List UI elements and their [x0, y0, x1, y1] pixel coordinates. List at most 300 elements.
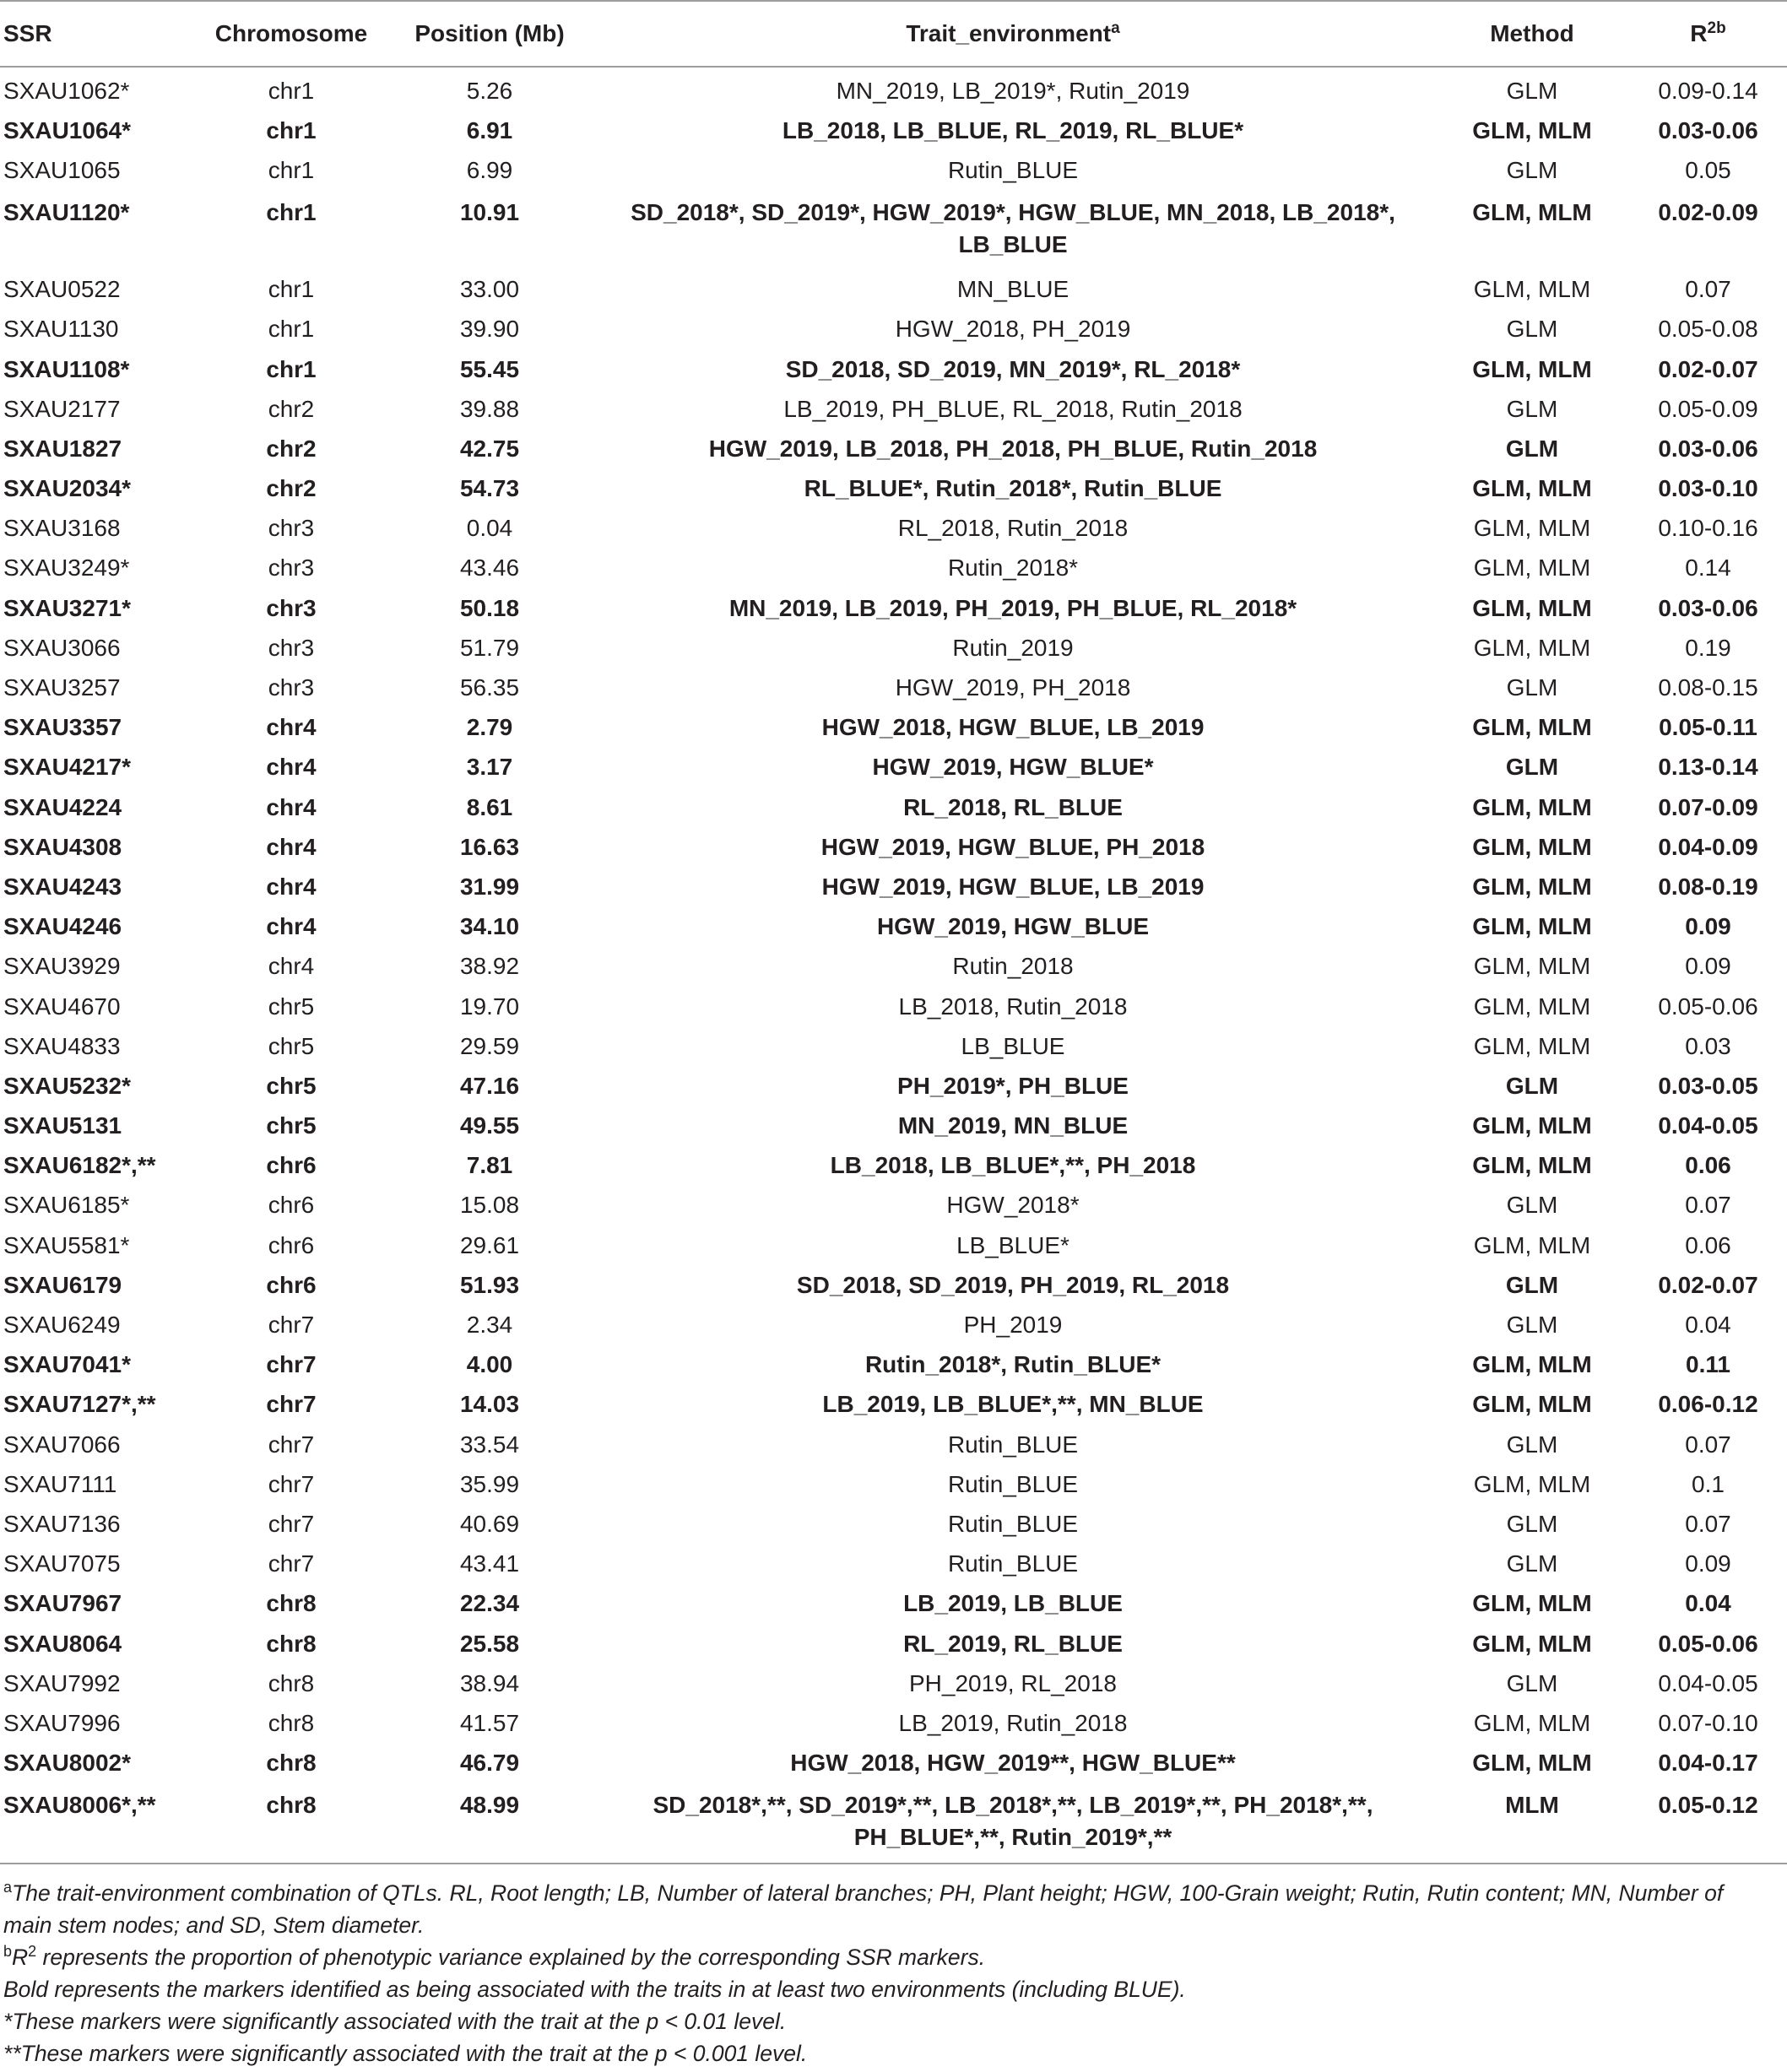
cell-chromosome: chr5: [268, 1032, 315, 1059]
cell-ssr: SXAU8006*,**: [0, 1783, 194, 1864]
cell-position: 14.03: [459, 1391, 520, 1418]
cell-r2: 0.09-0.14: [1658, 77, 1758, 104]
cell-trait-environment: Rutin_2018*: [947, 555, 1079, 582]
cell-chromosome: chr7: [266, 1391, 317, 1418]
cell-position: 49.55: [459, 1112, 520, 1139]
cell-trait-environment: RL_2018, RL_BLUE: [903, 793, 1123, 820]
cell-method: GLM, MLM: [1472, 873, 1592, 900]
cell-r2: 0.04: [1685, 1312, 1731, 1339]
table-row: [0, 1146, 1787, 1186]
cell-position: 2.79: [466, 714, 513, 741]
footnote-a: [3, 1877, 1776, 1941]
cell-r2: 0.09: [1685, 1550, 1731, 1577]
table-row: [0, 310, 1787, 349]
cell-chromosome: chr3: [268, 634, 315, 661]
cell-trait-environment: RL_2018, Rutin_2018: [897, 515, 1129, 542]
table-row: [0, 827, 1787, 867]
cell-position: 25.58: [459, 1630, 520, 1657]
cell-chromosome: chr5: [266, 1072, 317, 1099]
cell-trait-environment: HGW_2018, HGW_2019**, HGW_BLUE**: [790, 1750, 1236, 1777]
cell-position: 2.34: [466, 1312, 513, 1339]
cell-chromosome: chr4: [268, 953, 315, 980]
cell-chromosome: chr8: [268, 1709, 315, 1736]
table-row: [0, 150, 1787, 190]
header-method: Method: [1435, 1, 1629, 67]
footnote-a-text: The trait-environment combination of QTLs. RL, Root length; LB, Number of lateral branches; PH, Plant height; HGW, 100-Grain weight; Rutin, Rutin content; MN, Number of main stem nodes; and SD, Stem diameter.: [3, 1880, 1724, 1938]
cell-position: 35.99: [459, 1470, 520, 1497]
cell-position: 3.17: [466, 754, 513, 781]
cell-position: 8.61: [466, 793, 513, 820]
table-row: [0, 389, 1787, 429]
cell-trait-environment: SD_2018*,**, SD_2019*,**, LB_2018*,**, LB_2019*,**, PH_2018*,**, PH_BLUE*,**, Rutin_2019*,**: [591, 1783, 1435, 1864]
cell-ssr: SXAU8064: [3, 1630, 122, 1657]
table-row: [0, 1464, 1787, 1504]
table-row: [0, 708, 1787, 748]
cell-method: GLM: [1506, 1669, 1558, 1696]
cell-chromosome: chr1: [266, 198, 317, 225]
cell-trait-environment: HGW_2019, HGW_BLUE*: [872, 754, 1154, 781]
cell-r2: 0.06: [1685, 1152, 1731, 1179]
header-r2: [1629, 1, 1787, 67]
cell-r2: 0.03-0.05: [1658, 1072, 1758, 1099]
cell-method: GLM: [1506, 1312, 1558, 1339]
cell-chromosome: chr4: [266, 833, 317, 860]
cell-r2: 0.04-0.05: [1658, 1669, 1758, 1696]
cell-ssr: SXAU4224: [3, 793, 122, 820]
cell-method: GLM: [1506, 77, 1558, 104]
cell-trait-environment: SD_2018*, SD_2019*, HGW_2019*, HGW_BLUE, MN_2018, LB_2018*, LB_BLUE: [631, 198, 1395, 257]
cell-r2: 0.02-0.07: [1658, 1271, 1758, 1298]
cell-r2: 0.04-0.05: [1658, 1112, 1758, 1139]
cell-method: GLM, MLM: [1472, 1351, 1592, 1378]
cell-chromosome: chr7: [266, 1351, 317, 1378]
cell-position: 43.41: [459, 1550, 520, 1577]
cell-r2: 0.03: [1685, 1032, 1731, 1059]
table-row: [0, 1066, 1787, 1106]
cell-position: 34.10: [459, 913, 520, 940]
table-row: [0, 429, 1787, 468]
cell-r2: 0.04-0.09: [1658, 833, 1758, 860]
cell-method: GLM, MLM: [1472, 355, 1592, 382]
cell-chromosome: chr2: [266, 475, 317, 502]
cell-chromosome: chr5: [266, 1112, 317, 1139]
cell-chromosome: chr6: [266, 1152, 317, 1179]
cell-chromosome: chr3: [268, 555, 315, 582]
cell-trait-environment: Rutin_BLUE: [947, 1470, 1079, 1497]
cell-position: 6.91: [466, 116, 513, 143]
cell-position: 15.08: [459, 1192, 520, 1219]
cell-method: GLM, MLM: [1472, 833, 1592, 860]
cell-chromosome: chr7: [268, 1550, 315, 1577]
cell-trait-environment: RL_2019, RL_BLUE: [903, 1630, 1123, 1657]
cell-chromosome: chr8: [266, 1630, 317, 1657]
cell-ssr: SXAU0522: [3, 276, 121, 303]
table-row: [0, 867, 1787, 906]
cell-trait-environment: MN_BLUE: [956, 276, 1069, 303]
cell-r2: 0.06: [1685, 1231, 1731, 1258]
cell-method: GLM: [1506, 156, 1558, 183]
cell-r2: 0.07: [1685, 1431, 1731, 1458]
cell-ssr: SXAU1108*: [3, 355, 130, 382]
cell-method: GLM, MLM: [1472, 475, 1592, 502]
cell-ssr: SXAU5232*: [3, 1072, 131, 1099]
cell-method: GLM: [1506, 1192, 1558, 1219]
cell-r2: 0.08-0.19: [1658, 873, 1758, 900]
cell-trait-environment: LB_2019, Rutin_2018: [898, 1709, 1128, 1736]
table-row: [0, 1425, 1787, 1464]
cell-position: 22.34: [459, 1590, 520, 1617]
table-body: [0, 67, 1787, 1864]
cell-ssr: SXAU6182*,**: [3, 1152, 156, 1179]
cell-ssr: SXAU1064*: [3, 116, 131, 143]
cell-position: 41.57: [459, 1709, 520, 1736]
cell-trait-environment: LB_2019, PH_BLUE, RL_2018, Rutin_2018: [783, 395, 1243, 422]
cell-r2: 0.02-0.09: [1658, 198, 1758, 225]
header-trait-label: Trait_environment: [906, 20, 1112, 46]
cell-ssr: SXAU7996: [3, 1709, 121, 1736]
cell-method: GLM, MLM: [1473, 1231, 1591, 1258]
cell-chromosome: chr4: [266, 793, 317, 820]
cell-method: GLM, MLM: [1473, 276, 1591, 303]
cell-position: 47.16: [459, 1072, 520, 1099]
cell-ssr: SXAU7075: [3, 1550, 121, 1577]
cell-chromosome: chr7: [268, 1510, 315, 1537]
cell-position: 39.88: [459, 395, 520, 422]
cell-chromosome: chr1: [268, 156, 315, 183]
cell-r2: 0.03-0.06: [1658, 594, 1758, 621]
cell-ssr: SXAU1065: [3, 156, 121, 183]
cell-r2: 0.10-0.16: [1658, 515, 1758, 542]
cell-position: 38.92: [459, 953, 520, 980]
cell-r2: 0.09: [1685, 913, 1731, 940]
cell-trait-environment: SD_2018, SD_2019, MN_2019*, RL_2018*: [785, 355, 1241, 382]
cell-trait-environment: HGW_2019, LB_2018, PH_2018, PH_BLUE, Rutin_2018: [708, 435, 1318, 462]
cell-r2: 0.05-0.06: [1658, 1630, 1758, 1657]
cell-ssr: SXAU5131: [3, 1112, 122, 1139]
footnote-star: *These markers were significantly associated with the trait at the p < 0.01 level.: [3, 2009, 787, 2034]
cell-chromosome: chr2: [268, 395, 315, 422]
table-row: [0, 748, 1787, 787]
cell-r2: 0.05-0.09: [1658, 395, 1758, 422]
table-row: [0, 947, 1787, 987]
cell-chromosome: chr4: [266, 913, 317, 940]
cell-ssr: SXAU1130: [3, 316, 119, 343]
cell-method: GLM, MLM: [1472, 1391, 1592, 1418]
cell-trait-environment: Rutin_BLUE: [947, 156, 1079, 183]
cell-ssr: SXAU7992: [3, 1669, 121, 1696]
cell-position: 29.61: [459, 1231, 520, 1258]
cell-method: GLM, MLM: [1472, 1590, 1592, 1617]
cell-position: 56.35: [459, 674, 520, 701]
cell-ssr: SXAU6179: [3, 1271, 122, 1298]
cell-ssr: SXAU3066: [3, 634, 121, 661]
table-row: [0, 509, 1787, 549]
cell-ssr: SXAU6249: [3, 1312, 121, 1339]
cell-method: GLM, MLM: [1472, 116, 1592, 143]
cell-trait-environment: RL_BLUE*, Rutin_2018*, Rutin_BLUE: [804, 475, 1222, 502]
cell-method: GLM: [1506, 395, 1558, 422]
cell-r2: 0.14: [1685, 555, 1731, 582]
cell-position: 19.70: [459, 993, 520, 1020]
cell-position: 33.00: [459, 276, 520, 303]
cell-r2: 0.06-0.12: [1658, 1391, 1758, 1418]
cell-chromosome: chr7: [268, 1312, 315, 1339]
cell-chromosome: chr8: [266, 1750, 317, 1777]
cell-trait-environment: HGW_2018*: [946, 1192, 1080, 1219]
cell-r2: 0.05-0.12: [1629, 1783, 1787, 1864]
cell-r2: 0.07: [1685, 276, 1731, 303]
cell-r2: 0.02-0.07: [1658, 355, 1758, 382]
cell-chromosome: chr3: [268, 515, 315, 542]
cell-position: 16.63: [459, 833, 520, 860]
cell-trait-environment: Rutin_BLUE: [947, 1431, 1079, 1458]
cell-position: 4.00: [466, 1351, 513, 1378]
cell-method: GLM, MLM: [1473, 555, 1591, 582]
cell-position: 54.73: [459, 475, 520, 502]
cell-chromosome: chr8: [266, 1590, 317, 1617]
cell-trait-environment: Rutin_2018: [952, 953, 1074, 980]
cell-ssr: SXAU3271*: [3, 594, 131, 621]
cell-chromosome: chr1: [266, 355, 317, 382]
cell-method: GLM, MLM: [1473, 993, 1591, 1020]
cell-position: 43.46: [459, 555, 520, 582]
cell-position: 29.59: [459, 1032, 520, 1059]
table-row: [0, 469, 1787, 509]
cell-method: GLM, MLM: [1472, 1112, 1592, 1139]
cell-method: GLM: [1506, 316, 1558, 343]
footnote-b-r: R: [12, 1945, 29, 1970]
cell-trait-environment: HGW_2018, PH_2019: [895, 316, 1131, 343]
cell-ssr: SXAU4217*: [3, 754, 131, 781]
table-row: [0, 1783, 1787, 1864]
table-row: [0, 1545, 1787, 1584]
cell-r2: 0.09: [1685, 953, 1731, 980]
cell-trait-environment: HGW_2019, HGW_BLUE: [876, 913, 1150, 940]
cell-chromosome: chr6: [266, 1271, 317, 1298]
cell-trait-environment: LB_2018, Rutin_2018: [898, 993, 1128, 1020]
cell-trait-environment: HGW_2018, HGW_BLUE, LB_2019: [821, 714, 1205, 741]
cell-trait-environment: MN_2019, LB_2019, PH_2019, PH_BLUE, RL_2018*: [728, 594, 1297, 621]
cell-r2: 0.04-0.17: [1658, 1750, 1758, 1777]
cell-r2: 0.05-0.11: [1659, 714, 1757, 741]
cell-position: 10.91: [459, 198, 520, 225]
cell-method: GLM, MLM: [1473, 515, 1591, 542]
table-row: [0, 1106, 1787, 1146]
cell-ssr: SXAU6185*: [3, 1192, 130, 1219]
cell-trait-environment: LB_2018, LB_BLUE*,**, PH_2018: [830, 1152, 1196, 1179]
cell-ssr: SXAU7041*: [3, 1351, 131, 1378]
cell-trait-environment: MN_2019, LB_2019*, Rutin_2019: [836, 77, 1190, 104]
cell-chromosome: chr1: [268, 77, 315, 104]
cell-trait-environment: HGW_2019, HGW_BLUE, PH_2018: [820, 833, 1205, 860]
cell-ssr: SXAU4308: [3, 833, 122, 860]
cell-chromosome: chr4: [266, 714, 317, 741]
cell-trait-environment: HGW_2019, PH_2018: [895, 674, 1131, 701]
table-row: [0, 349, 1787, 389]
cell-r2: 0.07-0.10: [1658, 1709, 1758, 1736]
cell-method: GLM, MLM: [1472, 594, 1592, 621]
cell-method: GLM: [1506, 1510, 1558, 1537]
header-ssr: SSR: [0, 1, 194, 67]
cell-ssr: SXAU4833: [3, 1032, 121, 1059]
cell-ssr: SXAU7967: [3, 1590, 122, 1617]
cell-ssr: SXAU3257: [3, 674, 121, 701]
cell-method: GLM: [1506, 674, 1558, 701]
cell-position: 42.75: [459, 435, 520, 462]
cell-trait-environment: LB_BLUE: [961, 1032, 1065, 1059]
cell-r2: 0.11: [1686, 1351, 1730, 1378]
cell-ssr: SXAU7111: [3, 1470, 117, 1497]
table-row: [0, 1584, 1787, 1624]
header-r2-label: R: [1690, 20, 1708, 46]
cell-ssr: SXAU7127*,**: [3, 1391, 156, 1418]
cell-chromosome: chr4: [266, 873, 317, 900]
cell-position: 48.99: [388, 1783, 591, 1864]
cell-trait-environment: Rutin_BLUE: [947, 1510, 1079, 1537]
cell-r2: 0.19: [1685, 634, 1731, 661]
cell-chromosome: chr6: [268, 1192, 315, 1219]
table-row: [0, 111, 1787, 150]
cell-position: 6.99: [466, 156, 513, 183]
cell-ssr: SXAU5581*: [3, 1231, 130, 1258]
footnote-double-star: **These markers were significantly associated with the trait at the p < 0.001 level.: [3, 2041, 808, 2066]
table-row: [0, 191, 1787, 270]
cell-method: MLM: [1435, 1783, 1629, 1864]
table-row: [0, 549, 1787, 588]
table-row: [0, 668, 1787, 707]
cell-position: 51.93: [459, 1271, 520, 1298]
cell-r2: 0.03-0.10: [1658, 475, 1758, 502]
cell-method: GLM: [1505, 1072, 1559, 1099]
cell-chromosome: chr8: [194, 1783, 388, 1864]
cell-chromosome: chr5: [268, 993, 315, 1020]
cell-ssr: SXAU3168: [3, 515, 121, 542]
cell-ssr: SXAU4243: [3, 873, 122, 900]
cell-r2: 0.07: [1685, 1510, 1731, 1537]
cell-chromosome: chr1: [268, 276, 315, 303]
cell-r2: 0.05: [1685, 156, 1731, 183]
cell-chromosome: chr4: [266, 754, 317, 781]
cell-chromosome: chr6: [268, 1231, 315, 1258]
cell-trait-environment: Rutin_2019: [952, 634, 1074, 661]
footnote-a-mark: a: [3, 1879, 13, 1896]
cell-ssr: SXAU4246: [3, 913, 122, 940]
footnote-bold: Bold represents the markers identified as being associated with the traits in at least two environments (including BLUE).: [3, 1977, 1186, 2002]
cell-method: GLM: [1505, 754, 1559, 781]
table-row: [0, 1624, 1787, 1664]
cell-chromosome: chr2: [266, 435, 317, 462]
cell-chromosome: chr8: [268, 1669, 315, 1696]
table-row: [0, 787, 1787, 827]
cell-chromosome: chr1: [266, 116, 317, 143]
header-chromosome: Chromosome: [194, 1, 388, 67]
table-row: [0, 270, 1787, 310]
cell-r2: 0.03-0.06: [1658, 116, 1758, 143]
cell-method: GLM, MLM: [1473, 1032, 1591, 1059]
cell-ssr: SXAU2177: [3, 395, 121, 422]
cell-method: GLM: [1505, 435, 1559, 462]
footnote-b-mark: b: [3, 1943, 13, 1960]
cell-chromosome: chr3: [266, 594, 317, 621]
table-row: [0, 1504, 1787, 1544]
cell-method: GLM, MLM: [1473, 1709, 1591, 1736]
footnote-b-text: represents the proportion of phenotypic variance explained by the corresponding SSR markers.: [36, 1945, 986, 1970]
cell-position: 50.18: [459, 594, 520, 621]
cell-position: 38.94: [459, 1669, 520, 1696]
table-row: [0, 67, 1787, 111]
cell-chromosome: chr7: [268, 1470, 315, 1497]
cell-trait-environment: PH_2019: [963, 1312, 1063, 1339]
cell-method: GLM, MLM: [1472, 714, 1592, 741]
cell-method: GLM, MLM: [1473, 1470, 1591, 1497]
cell-ssr: SXAU1062*: [3, 77, 130, 104]
cell-trait-environment: Rutin_2018*, Rutin_BLUE*: [864, 1351, 1162, 1378]
cell-position: 46.79: [459, 1750, 520, 1777]
cell-r2: 0.03-0.06: [1658, 435, 1758, 462]
cell-ssr: SXAU7066: [3, 1431, 121, 1458]
cell-r2: 0.07: [1685, 1192, 1731, 1219]
cell-ssr: SXAU4670: [3, 993, 121, 1020]
cell-position: 31.99: [459, 873, 520, 900]
cell-trait-environment: PH_2019*, PH_BLUE: [897, 1072, 1129, 1099]
header-r2-sup: 2b: [1707, 19, 1726, 37]
footnote-b: [3, 1941, 1776, 1973]
cell-method: GLM, MLM: [1472, 913, 1592, 940]
cell-r2: 0.13-0.14: [1658, 754, 1758, 781]
table-row: [0, 1744, 1787, 1783]
header-row: [0, 1, 1787, 67]
cell-r2: 0.07-0.09: [1658, 793, 1758, 820]
table-row: [0, 1664, 1787, 1703]
table-row: [0, 1345, 1787, 1385]
cell-r2: 0.1: [1692, 1470, 1725, 1497]
cell-r2: 0.04: [1685, 1590, 1731, 1617]
cell-method: GLM, MLM: [1473, 634, 1591, 661]
cell-ssr: SXAU3249*: [3, 555, 130, 582]
table-row: [0, 1186, 1787, 1225]
cell-r2: 0.08-0.15: [1658, 674, 1758, 701]
table-row: [0, 987, 1787, 1026]
table-header: [0, 1, 1787, 67]
table-row: [0, 1305, 1787, 1344]
table-row: [0, 588, 1787, 628]
cell-position: 55.45: [459, 355, 520, 382]
table-row: [0, 1225, 1787, 1265]
footnotes: [3, 1877, 1776, 2069]
cell-trait-environment: PH_2019, RL_2018: [909, 1669, 1117, 1696]
cell-method: GLM, MLM: [1473, 953, 1591, 980]
cell-trait-environment: Rutin_BLUE: [947, 1550, 1079, 1577]
cell-position: 39.90: [459, 316, 520, 343]
cell-ssr: SXAU7136: [3, 1510, 121, 1537]
table-row: [0, 1026, 1787, 1066]
cell-trait-environment: LB_2019, LB_BLUE*,**, MN_BLUE: [822, 1391, 1204, 1418]
table-row: [0, 1265, 1787, 1305]
cell-ssr: SXAU3929: [3, 953, 121, 980]
cell-position: 5.26: [466, 77, 513, 104]
cell-position: 33.54: [459, 1431, 520, 1458]
cell-chromosome: chr7: [268, 1431, 315, 1458]
cell-trait-environment: MN_2019, MN_BLUE: [897, 1112, 1129, 1139]
cell-trait-environment: LB_2018, LB_BLUE, RL_2019, RL_BLUE*: [782, 116, 1244, 143]
cell-method: GLM, MLM: [1472, 1750, 1592, 1777]
cell-method: GLM, MLM: [1472, 1152, 1592, 1179]
header-trait-environment: [591, 1, 1435, 67]
cell-r2: 0.05-0.08: [1658, 316, 1758, 343]
cell-method: GLM, MLM: [1472, 198, 1592, 225]
cell-method: GLM: [1506, 1431, 1558, 1458]
cell-method: GLM, MLM: [1472, 793, 1592, 820]
